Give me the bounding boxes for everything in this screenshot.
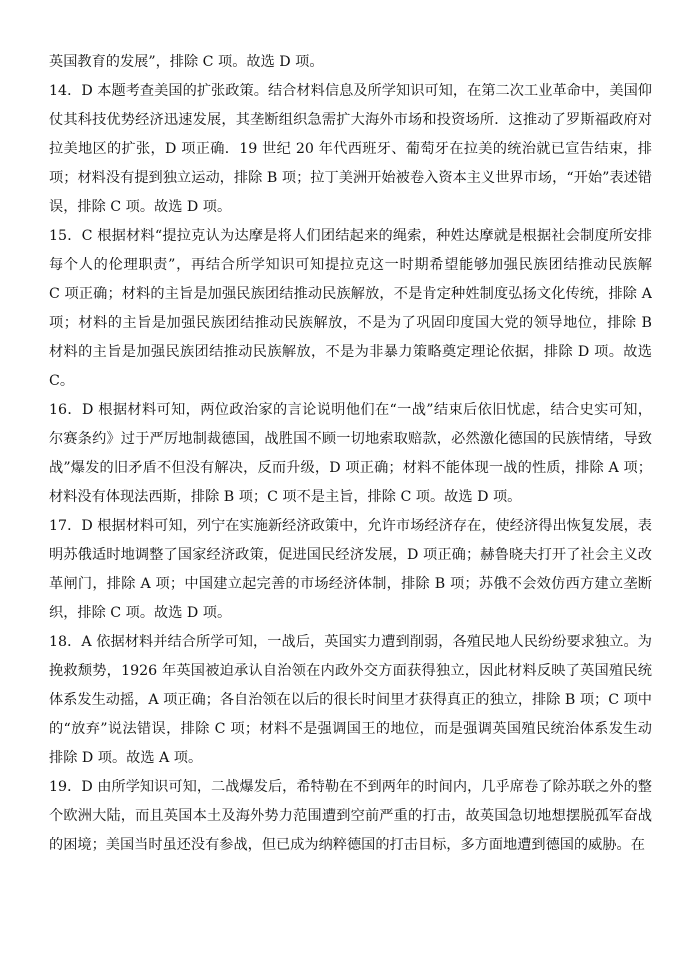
text-line: 14．D 本题考查美国的扩张政策。结合材料信息及所学知识可知，在第二次工业革命中，美国仰 [49,83,652,99]
text-line: 英国教育的发展”，排除 C 项。故选 D 项。 [49,54,324,70]
answer-paragraph [49,48,652,77]
answer-paragraph [49,222,652,396]
text-line: 革闸门，排除 A 项；中国建立起完善的市场经济体制，排除 B 项；苏俄不会效仿西方建立垄断 [49,576,652,592]
text-line: 个欧洲大陆，而且英国本土及海外势力范围遭到空前严重的打击，故英国急切地想摆脱孤军奋战 [49,808,652,824]
text-line: 16．D 根据材料可知，两位政治家的言论说明他们在“一战”结束后依旧忧虑，结合史实可知， [49,402,652,418]
text-line: 误，排除 C 项。故选 D 项。 [49,199,232,215]
text-line: 项；材料没有提到独立运动，排除 B 项；拉丁美洲开始被卷入资本主义世界市场，“开始”表述错 [49,170,652,186]
text-line: 排除 D 项。故选 A 项。 [49,750,203,766]
text-line: 18．A 依据材料并结合所学可知，一战后，英国实力遭到削弱，各殖民地人民纷纷要求独立。为 [49,634,652,650]
text-line: 17．D 根据材料可知，列宁在实施新经济政策中，允许市场经济存在，使经济得出恢复发展，表 [49,518,652,534]
text-line: 明苏俄适时地调整了国家经济政策，促进国民经济发展，D 项正确；赫鲁晓夫打开了社会主义改 [49,547,652,563]
text-line: 的困境；美国当时虽还没有参战，但已成为纳粹德国的打击目标，多方面地遭到德国的威胁。在 [49,837,645,853]
text-line: 材料的主旨是加强民族团结推动民族解放，不是为非暴力策略奠定理论依据，排除 D 项。故选 [49,344,652,360]
answer-paragraph [49,773,652,860]
text-line: 拉美地区的扩张，D 项正确．19 世纪 20 年代西班牙、葡萄牙在拉美的统治就已宣告结束，排 [49,141,652,157]
answer-paragraph [49,628,652,773]
text-line: 每个人的伦理职责”，再结合所学知识可知提拉克这一时期希望能够加强民族团结推动民族解 [49,257,652,273]
answer-paragraph [49,512,652,628]
text-line: 仗其科技优势经济迅速发展，其垄断组织急需扩大海外市场和投资场所．这推动了罗斯福政府对 [49,112,652,128]
text-line: 15．C 根据材料“提拉克认为达摩是将人们团结起来的绳索，种姓达摩就是根据社会制度所安排 [49,228,652,244]
text-line: C。 [49,373,75,389]
text-line: 的“放弃”说法错误，排除 C 项；材料不是强调国王的地位，而是强调英国殖民统治体系发生动 [49,721,652,737]
text-line: 战”爆发的旧矛盾不但没有解决，反而升级，D 项正确；材料不能体现一战的性质，排除 A 项； [49,460,652,476]
text-line: 材料没有体现法西斯，排除 B 项；C 项不是主旨，排除 C 项。故选 D 项。 [49,489,522,505]
answer-paragraph [49,77,652,222]
text-line: 织，排除 C 项。故选 D 项。 [49,605,232,621]
answer-paragraph [49,396,652,512]
text-line: 体系发生动摇，A 项正确；各自治领在以后的很长时间里才获得真正的独立，排除 B 项；C 项中 [49,692,652,708]
text-line: 尔赛条约》过于严厉地制裁德国，战胜国不顾一切地索取赔款，必然激化德国的民族情绪，导致 [49,431,652,447]
text-line: 项；材料的主旨是加强民族团结推动民族解放，不是为了巩固印度国大党的领导地位，排除 B [49,315,652,331]
text-line: C 项正确；材料的主旨是加强民族团结推动民族解放，不是肯定种姓制度弘扬文化传统，排除 A [49,286,652,302]
text-line: 挽救颓势，1926 年英国被迫承认自治领在内政外交方面获得独立，因此材料反映了英国殖民统 [49,663,652,679]
text-line: 19．D 由所学知识可知，二战爆发后，希特勒在不到两年的时间内，几乎席卷了除苏联之外的整 [49,779,652,795]
